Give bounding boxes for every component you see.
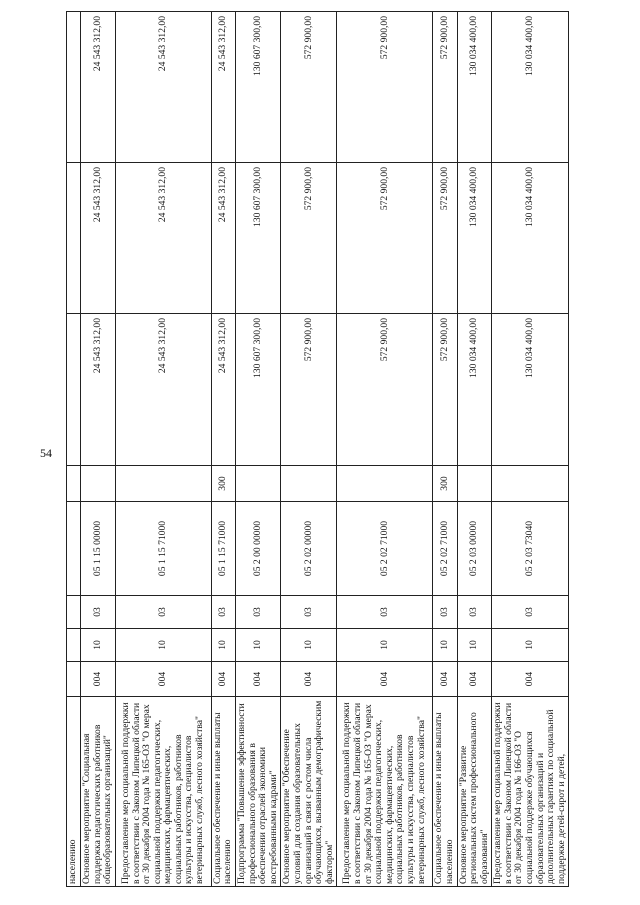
section-code: 10 — [281, 629, 337, 662]
amount-year-1 — [67, 314, 81, 466]
amount-year-3: 572 900,00 — [281, 12, 337, 163]
amount-year-3: 572 900,00 — [433, 12, 457, 163]
amount-year-3: 572 900,00 — [337, 12, 433, 163]
row-name: Предоставление мер социальной поддержки в соответствии с Законом Липецкой области от 30 декабря 2004 года № 165-ОЗ "О мерах социальной поддержки педагогических, медицинских, фармацевтических, социальных работников, работников культуры и искусства, специалистов ветеринарных служб, лесного хозяйства" — [337, 697, 433, 887]
admin-code: 004 — [115, 662, 211, 697]
section-code: 10 — [235, 629, 280, 662]
subsection-code: 03 — [281, 596, 337, 629]
row-name: Социальное обеспечение и иные выплаты населению — [211, 697, 235, 887]
subsection-code: 03 — [81, 596, 116, 629]
amount-year-2: 572 900,00 — [433, 163, 457, 314]
row-name: Предоставление мер социальной поддержки в соответствии с Законом Липецкой области от 30 декабря 2004 года № 166-ОЗ "О социальной поддержке обучающихся образовательных организаций и дополнительных гарантиях по социальной поддержке детей-сирот и детей, — [492, 697, 569, 887]
expense-type — [457, 466, 492, 502]
admin-code: 004 — [337, 662, 433, 697]
table-row — [492, 12, 569, 887]
expense-type — [67, 466, 81, 502]
expense-type — [81, 466, 116, 502]
target-article: 05 2 02 71000 — [433, 502, 457, 596]
row-name: Основное мероприятие "Развитие региональных систем профессионального образования" — [457, 697, 492, 887]
target-article: 05 2 03 73040 — [492, 502, 569, 596]
amount-year-3: 130 034 400,00 — [457, 12, 492, 163]
amount-year-2: 24 543 312,00 — [115, 163, 211, 314]
admin-code: 004 — [457, 662, 492, 697]
table-row — [457, 12, 492, 887]
amount-year-1: 130 034 400,00 — [457, 314, 492, 466]
section-code: 10 — [115, 629, 211, 662]
target-article: 05 1 15 00000 — [81, 502, 116, 596]
target-article: 05 2 02 71000 — [337, 502, 433, 596]
expense-type — [281, 466, 337, 502]
budget-table — [66, 11, 569, 887]
section-code: 10 — [433, 629, 457, 662]
admin-code: 004 — [235, 662, 280, 697]
expense-type — [492, 466, 569, 502]
expense-type — [115, 466, 211, 502]
table-row — [337, 12, 433, 887]
admin-code — [67, 662, 81, 697]
target-article: 05 2 03 00000 — [457, 502, 492, 596]
amount-year-1: 24 543 312,00 — [115, 314, 211, 466]
amount-year-1: 572 900,00 — [337, 314, 433, 466]
subsection-code: 03 — [457, 596, 492, 629]
admin-code: 004 — [81, 662, 116, 697]
admin-code: 004 — [281, 662, 337, 697]
budget-table-rotated — [66, 12, 586, 887]
subsection-code: 03 — [433, 596, 457, 629]
target-article: 05 1 15 71000 — [211, 502, 235, 596]
amount-year-1: 24 543 312,00 — [211, 314, 235, 466]
expense-type — [235, 466, 280, 502]
amount-year-1: 572 900,00 — [281, 314, 337, 466]
amount-year-1: 24 543 312,00 — [81, 314, 116, 466]
section-code: 10 — [337, 629, 433, 662]
admin-code: 004 — [433, 662, 457, 697]
page-number: 54 — [40, 446, 52, 460]
amount-year-2: 130 607 300,00 — [235, 163, 280, 314]
amount-year-2: 130 034 400,00 — [492, 163, 569, 314]
table-row — [235, 12, 280, 887]
amount-year-3: 24 543 312,00 — [211, 12, 235, 163]
table-row — [81, 12, 116, 887]
amount-year-1: 130 034 400,00 — [492, 314, 569, 466]
amount-year-2 — [67, 163, 81, 314]
row-name: Социальное обеспечение и иные выплаты населению — [433, 697, 457, 887]
amount-year-3: 130 607 300,00 — [235, 12, 280, 163]
row-name: населению — [67, 697, 81, 887]
expense-type — [337, 466, 433, 502]
subsection-code: 03 — [115, 596, 211, 629]
amount-year-3: 130 034 400,00 — [492, 12, 569, 163]
amount-year-1: 130 607 300,00 — [235, 314, 280, 466]
section-code: 10 — [81, 629, 116, 662]
amount-year-2: 24 543 312,00 — [211, 163, 235, 314]
section-code: 10 — [492, 629, 569, 662]
row-name: Основное мероприятие "Обеспечение условий для создания образовательных организаций в связи с ростом числа обучающихся, вызванным демографическим фактором" — [281, 697, 337, 887]
expense-type: 300 — [433, 466, 457, 502]
amount-year-2: 572 900,00 — [281, 163, 337, 314]
subsection-code: 03 — [235, 596, 280, 629]
table-row — [433, 12, 457, 887]
amount-year-2: 572 900,00 — [337, 163, 433, 314]
table-row — [67, 12, 81, 887]
subsection-code: 03 — [211, 596, 235, 629]
admin-code: 004 — [492, 662, 569, 697]
section-code — [67, 629, 81, 662]
amount-year-1: 572 900,00 — [433, 314, 457, 466]
amount-year-3: 24 543 312,00 — [81, 12, 116, 163]
amount-year-2: 130 034 400,00 — [457, 163, 492, 314]
amount-year-3 — [67, 12, 81, 163]
target-article — [67, 502, 81, 596]
admin-code: 004 — [211, 662, 235, 697]
row-name: Подпрограмма "Повышение эффективности профессионального образования в обеспечении отраслей экономики востребованными кадрами" — [235, 697, 280, 887]
row-name: Предоставление мер социальной поддержки в соответствии с Законом Липецкой области от 30 декабря 2004 года № 165-ОЗ "О мерах социальной поддержки педагогических, медицинских, фармацевтических, социальных работников, работников культуры и искусства, специалистов ветеринарных служб, лесного хозяйства" — [115, 697, 211, 887]
table-row — [115, 12, 211, 887]
row-name: Основное мероприятие "Социальная поддержка педагогических работников общеобразовательных организаций" — [81, 697, 116, 887]
table-row — [281, 12, 337, 887]
amount-year-2: 24 543 312,00 — [81, 163, 116, 314]
subsection-code — [67, 596, 81, 629]
target-article: 05 2 00 00000 — [235, 502, 280, 596]
subsection-code: 03 — [492, 596, 569, 629]
table-row — [211, 12, 235, 887]
subsection-code: 03 — [337, 596, 433, 629]
expense-type: 300 — [211, 466, 235, 502]
section-code: 10 — [211, 629, 235, 662]
amount-year-3: 24 543 312,00 — [115, 12, 211, 163]
target-article: 05 2 02 00000 — [281, 502, 337, 596]
target-article: 05 1 15 71000 — [115, 502, 211, 596]
section-code: 10 — [457, 629, 492, 662]
